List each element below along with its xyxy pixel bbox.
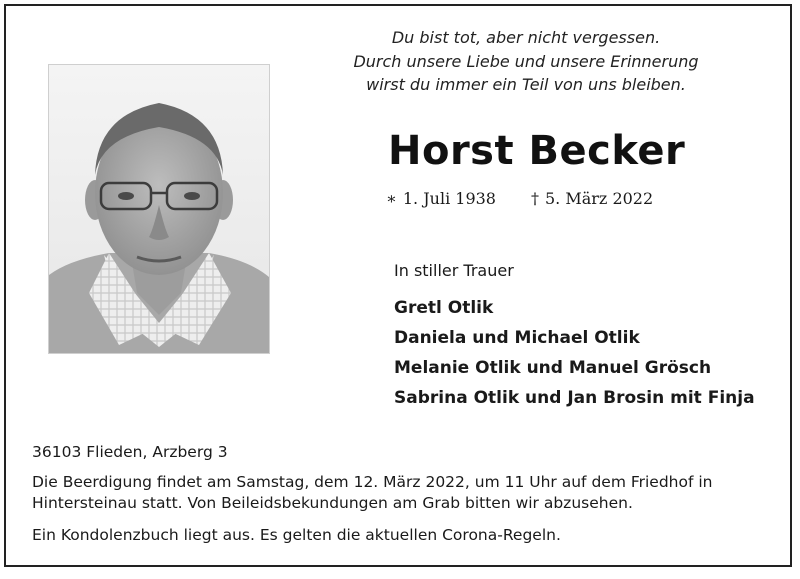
birth-date <box>386 189 496 208</box>
quote-line: Durch unsere Liebe und unsere Erinnerung <box>353 51 699 71</box>
mourner-name: Gretl Otlik <box>394 298 494 318</box>
family-address: 36103 Flieden, Arzberg 3 <box>32 443 228 461</box>
memorial-quote <box>306 26 746 97</box>
funeral-info <box>32 472 782 515</box>
mourner-name: Melanie Otlik und Manuel Grösch <box>394 358 712 378</box>
condolence-info: Ein Kondolenzbuch liegt aus. Es gelten die aktuellen Corona-Regeln. <box>32 525 561 544</box>
portrait-photo <box>48 64 270 354</box>
death-date-text: 5. März 2022 <box>545 189 654 208</box>
cross-icon: † <box>531 189 539 208</box>
mourner-name: Sabrina Otlik und Jan Brosin mit Finja <box>394 388 755 408</box>
death-date <box>531 189 653 208</box>
funeral-line: Hintersteinau statt. Von Beileidsbekundungen am Grab bitten wir abzusehen. <box>32 494 633 512</box>
funeral-line: Die Beerdigung findet am Samstag, dem 12. März 2022, um 11 Uhr auf dem Friedhof in <box>32 472 713 491</box>
quote-line: Du bist tot, aber nicht vergessen. <box>391 28 661 47</box>
mourner-name: Daniela und Michael Otlik <box>394 328 640 348</box>
star-icon: ∗ <box>386 189 397 208</box>
notice-details <box>32 442 782 546</box>
mourner-list <box>394 293 755 413</box>
mourning-intro: In stiller Trauer <box>394 261 514 280</box>
quote-line: wirst du immer ein Teil von uns bleiben. <box>366 75 686 94</box>
deceased-name: Horst Becker <box>388 128 686 174</box>
obituary-notice <box>4 4 792 567</box>
birth-date-text: 1. Juli 1938 <box>402 189 496 208</box>
